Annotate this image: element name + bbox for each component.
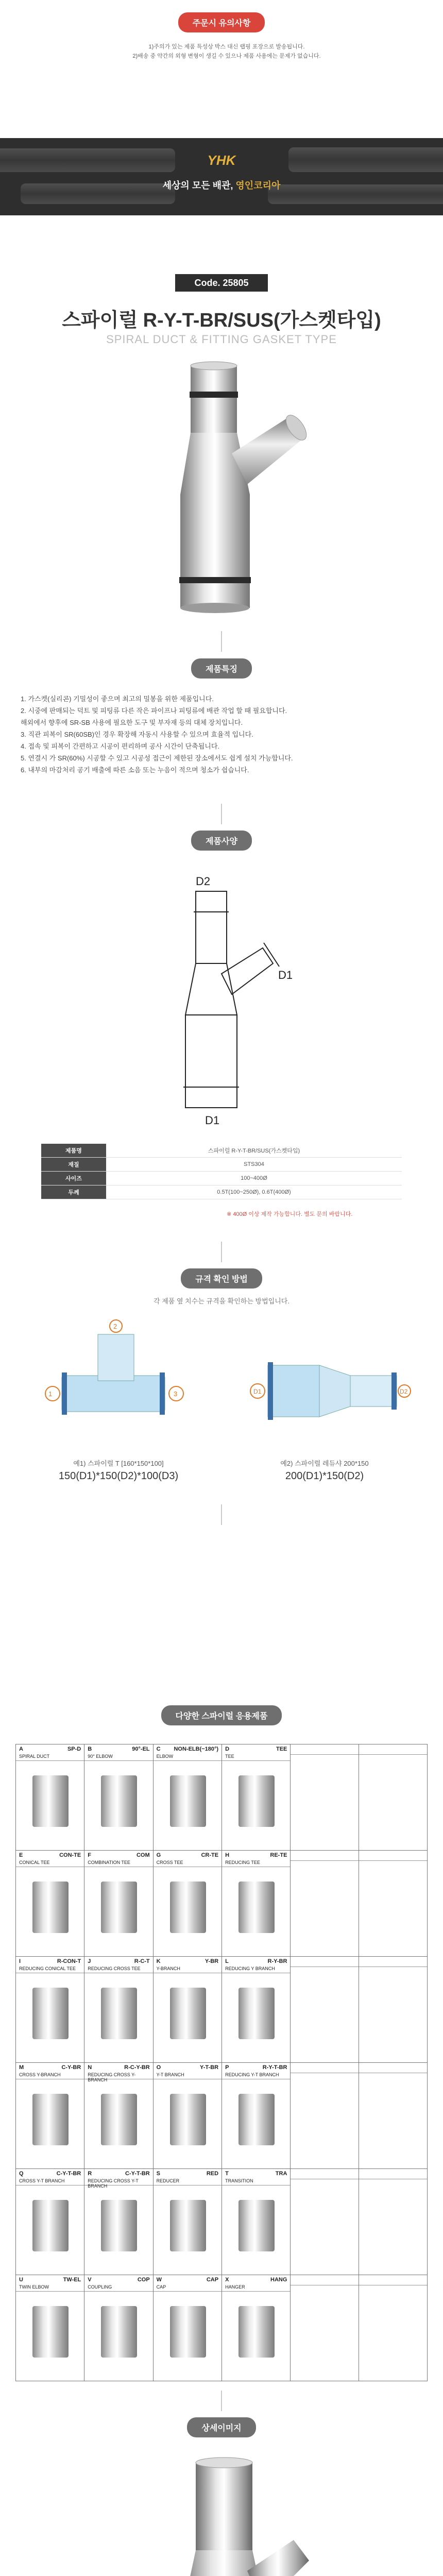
fitting-icon: [101, 1775, 137, 1827]
catalog-cell: [291, 2169, 359, 2275]
label-d1-side: D1: [278, 969, 293, 981]
catalog-code: CAP: [206, 2277, 219, 2283]
divider-line: [221, 1504, 222, 1525]
example1-caption: 예1) 스파이럴 T [160*150*100]: [73, 1460, 164, 1467]
catalog-cell: [84, 2169, 153, 2275]
catalog-name: REDUCING CROSS TEE: [84, 1966, 152, 1973]
catalog-name: [359, 1748, 427, 1755]
catalog-code: NON-ELB(~180°): [174, 1746, 219, 1752]
catalog-letter: O: [156, 2064, 161, 2071]
catalog-letter: X: [225, 2277, 229, 2283]
catalog-code: C-Y-T-BR: [125, 2171, 150, 2177]
feature-item: 1. 가스켓(실리콘) 기밀성이 좋으며 최고의 밀봉을 위한 제품입니다.: [21, 695, 214, 703]
feature-item: 2. 시중에 판매되는 덕트 및 피팅류 다른 작은 파이프나 피팅류에 배관 작업 할 때 필요합니다.: [21, 707, 287, 715]
brand-logo: ΥΗΚ: [207, 152, 236, 168]
notice-line: 1)주의가 있는 제품 특성상 박스 대신 랩핑 포장으로 발송됩니다.: [148, 44, 305, 50]
catalog-cell: [16, 1744, 84, 1851]
fitting-icon: [101, 1882, 137, 1933]
catalog-letter: R: [88, 2171, 92, 2177]
svg-text:2: 2: [113, 1323, 117, 1330]
catalog-row: [16, 2169, 428, 2275]
fitting-icon: [238, 2306, 275, 2358]
feature-item: 해외에서 향후에 SR-SB 사용에 필요한 도구 및 부자재 등의 대체 장치입니다.: [21, 719, 243, 726]
catalog-letter: T: [225, 2171, 229, 2177]
catalog-name: [291, 2066, 359, 2073]
example2-caption: 예2) 스파이럴 레듀샤 200*150: [280, 1460, 369, 1467]
catalog-name: REDUCING CONICAL TEE: [16, 1966, 84, 1973]
feature-item: 5. 연결시 가 SR(60%) 시공할 수 있고 시공성 접근이 제한된 장소에서도 쉽게 설치 가능합니다.: [21, 754, 293, 762]
catalog-name: CONICAL TEE: [16, 1860, 84, 1867]
example2-formula: 200(D1)*150(D2): [285, 1470, 364, 1482]
catalog-code: HANG: [270, 2277, 287, 2283]
fitting-icon: [238, 2200, 275, 2251]
catalog-name: REDUCING Y-T BRANCH: [222, 2072, 290, 2079]
spec-pill: 제품사양: [191, 831, 252, 851]
fitting-icon: [238, 1775, 275, 1827]
fitting-icon: [238, 1882, 275, 1933]
fitting-icon: [101, 1988, 137, 2039]
catalog-letter: L: [225, 1958, 229, 1964]
catalog-cell: [222, 1851, 291, 1957]
sizecheck-desc: 각 제품 옆 치수는 규격을 확인하는 방법입니다.: [154, 1297, 289, 1305]
example-tee-image: [41, 1319, 196, 1443]
catalog-name: TWIN ELBOW: [16, 2284, 84, 2292]
catalog-name: [359, 2172, 427, 2179]
notice-line: 2)배송 중 약간의 외형 변형이 생길 수 있으나 제품 사용에는 문제가 없습니다.: [132, 53, 321, 59]
catalog-code: TEE: [276, 1746, 287, 1752]
catalog-cell: [222, 2063, 291, 2169]
features-list: [21, 693, 422, 776]
catalog-cell: [291, 1957, 359, 2063]
catalog-code: Y-T-BR: [200, 2064, 219, 2071]
catalog-letter: J: [88, 1958, 91, 1964]
fitting-icon: [238, 2094, 275, 2145]
catalog-cell: [84, 1957, 153, 2063]
catalog-cell: [291, 2063, 359, 2169]
catalog-letter: N: [88, 2064, 92, 2071]
catalog-code: RED: [206, 2171, 219, 2177]
fitting-icon: [32, 1882, 69, 1933]
spec-header: [0, 831, 443, 851]
fitting-icon: [170, 2306, 206, 2358]
catalog-row: [16, 2275, 428, 2381]
label-d2: D2: [196, 875, 211, 888]
catalog-name: REDUCER: [154, 2178, 222, 2185]
catalog-letter: A: [19, 1746, 23, 1752]
catalog-name: CROSS TEE: [154, 1860, 222, 1867]
catalog-cell: [16, 2169, 84, 2275]
catalog-code: R-CON-T: [57, 1958, 81, 1964]
catalog-cell: [153, 1851, 222, 1957]
catalog-letter: M: [19, 2064, 24, 2071]
divider-line: [221, 1242, 222, 1262]
catalog-name: [291, 1854, 359, 1861]
fitting-icon: [101, 2200, 137, 2251]
catalog-cell: [291, 2275, 359, 2381]
catalog-name: ELBOW: [154, 1754, 222, 1761]
catalog-cell: [222, 2169, 291, 2275]
catalog-cell: [359, 2063, 428, 2169]
spec-table: [41, 1144, 402, 1199]
catalog-code: R-Y-T-BR: [262, 2064, 287, 2071]
catalog-cell: [153, 1957, 222, 2063]
fitting-icon: [101, 2306, 137, 2358]
catalog-letter: W: [156, 2277, 162, 2283]
catalog-code: SP-D: [67, 1746, 81, 1752]
features-header: [0, 658, 443, 679]
catalog-cell: [153, 2275, 222, 2381]
catalog-letter: F: [88, 1852, 91, 1858]
fitting-icon: [101, 2094, 137, 2145]
catalog-row: [16, 1744, 428, 1851]
catalog-cell: [153, 2169, 222, 2275]
catalog-code: R-C-T: [134, 1958, 150, 1964]
svg-text:3: 3: [174, 1390, 178, 1398]
catalog-name: [291, 2172, 359, 2179]
product-title: 스파이럴 R-Y-T-BR/SUS(가스켓타입): [62, 310, 381, 331]
catalog-name: REDUCING CROSS Y-BRANCH: [84, 2072, 152, 2079]
spec-footnote: ※ 400Ø 이상 제작 가능합니다. 별도 문의 바랍니다.: [227, 1211, 353, 1217]
fitting-icon: [32, 1988, 69, 2039]
catalog-row: [16, 2063, 428, 2169]
example-reducer-image: [247, 1319, 412, 1443]
detail-header: [0, 2417, 443, 2437]
catalog-letter: U: [19, 2277, 23, 2283]
catalog-name: TEE: [222, 1754, 290, 1761]
table-row: 사이즈 100~400Ø: [41, 1172, 402, 1185]
detail-product-photo: [129, 2452, 314, 2576]
catalog-name: COUPLING: [84, 2284, 152, 2292]
catalog-letter: H: [225, 1852, 230, 1858]
catalog-code: C-Y-BR: [61, 2064, 81, 2071]
catalog-cell: [359, 1744, 428, 1851]
catalog-cell: [222, 2275, 291, 2381]
catalog-cell: [16, 1851, 84, 1957]
catalog-name: TRANSITION: [222, 2178, 290, 2185]
detail-pill: 상세이미지: [187, 2417, 255, 2437]
fitting-icon: [32, 1775, 69, 1827]
catalog-cell: [359, 1957, 428, 2063]
catalog-name: [359, 2278, 427, 2285]
example1-formula: 150(D1)*150(D2)*100(D3): [58, 1470, 179, 1482]
fitting-icon: [32, 2306, 69, 2358]
catalog-cell: [222, 1744, 291, 1851]
catalog-code: COM: [136, 1852, 150, 1858]
catalog-letter: S: [156, 2171, 160, 2177]
fitting-icon: [170, 1882, 206, 1933]
catalog-name: [359, 1960, 427, 1967]
catalog-letter: P: [225, 2064, 229, 2071]
catalog-header: [0, 1705, 443, 1725]
catalog-name: 90° ELBOW: [84, 1754, 152, 1761]
catalog-cell: [16, 1957, 84, 2063]
label-d2: D2: [400, 1388, 408, 1395]
sizecheck-pill: 규격 확인 방법: [181, 1268, 262, 1289]
catalog-cell: [16, 2275, 84, 2381]
catalog-cell: [84, 2063, 153, 2169]
slogan-prefix: 세상의 모든 배관,: [162, 180, 233, 191]
catalog-letter: B: [88, 1746, 92, 1752]
brand-slogan: [0, 178, 443, 192]
fitting-icon: [238, 1988, 275, 2039]
sizecheck-header: [0, 1268, 443, 1289]
features-pill: 제품특징: [191, 658, 252, 679]
catalog-name: CAP: [154, 2284, 222, 2292]
fitting-icon: [170, 1988, 206, 2039]
catalog-name: [291, 2278, 359, 2285]
catalog-cell: [16, 2063, 84, 2169]
catalog-name: [291, 1960, 359, 1967]
catalog-name: Y-BRANCH: [154, 1966, 222, 1973]
catalog-name: HANGER: [222, 2284, 290, 2292]
catalog-letter: Q: [19, 2171, 24, 2177]
catalog-code: C-Y-T-BR: [56, 2171, 81, 2177]
catalog-name: REDUCING CROSS Y-T BRANCH: [84, 2178, 152, 2185]
notice-section: [0, 12, 443, 32]
fitting-icon: [170, 2094, 206, 2145]
fitting-icon: [32, 2094, 69, 2145]
table-row: 두께 0.5T(100~250Ø), 0.6T(400Ø): [41, 1185, 402, 1199]
catalog-cell: [291, 1851, 359, 1957]
slogan-brand: 영인코리아: [235, 180, 281, 191]
catalog-name: [291, 1748, 359, 1755]
catalog-letter: I: [19, 1958, 21, 1964]
catalog-name: Y-T BRANCH: [154, 2072, 222, 2079]
catalog-name: CROSS Y-BRANCH: [16, 2072, 84, 2079]
catalog-letter: C: [156, 1746, 161, 1752]
catalog-pill: 다양한 스파이럴 응용제품: [161, 1705, 282, 1725]
divider-line: [221, 631, 222, 652]
catalog-code: CON-TE: [59, 1852, 81, 1858]
product-image: [118, 361, 325, 618]
feature-item: 6. 내부의 마감처리 공기 배출에 따른 소음 또는 누음이 적으며 청소가 쉽습니다.: [21, 766, 249, 774]
fitting-icon: [170, 1775, 206, 1827]
catalog-cell: [153, 1744, 222, 1851]
catalog-grid: [15, 1744, 428, 2381]
catalog-code: RE-TE: [270, 1852, 287, 1858]
feature-item: 4. 접속 및 피복이 간편하고 시공이 편리하며 공사 시간이 단축됩니다.: [21, 742, 220, 750]
catalog-code: 90°-EL: [132, 1746, 150, 1752]
table-row: 제품명 스파이럴 R-Y-T-BR/SUS(가스켓타입): [41, 1144, 402, 1158]
spec-drawing: [144, 871, 299, 1128]
catalog-cell: [359, 1851, 428, 1957]
product-code: Code. 25805: [175, 274, 268, 292]
catalog-code: Y-BR: [205, 1958, 219, 1964]
catalog-name: SPIRAL DUCT: [16, 1754, 84, 1761]
catalog-code: TRA: [275, 2171, 287, 2177]
notice-pill: 주문시 유의사항: [178, 12, 265, 32]
catalog-name: COMBINATION TEE: [84, 1860, 152, 1867]
label-d1: D1: [205, 1114, 220, 1127]
catalog-letter: V: [88, 2277, 92, 2283]
catalog-name: [359, 2066, 427, 2073]
catalog-code: R-C-Y-BR: [124, 2064, 150, 2071]
feature-item: 3. 직관 피복이 SR(60SB)인 경우 확장해 자동시 사용할 수 있으며 효율적 입니다.: [21, 731, 253, 738]
catalog-cell: [291, 1744, 359, 1851]
catalog-cell: [153, 2063, 222, 2169]
catalog-letter: K: [156, 1958, 161, 1964]
divider-line: [221, 804, 222, 824]
catalog-cell: [84, 1851, 153, 1957]
product-subtitle: SPIRAL DUCT & FITTING GASKET TYPE: [106, 333, 337, 346]
catalog-cell: [84, 2275, 153, 2381]
catalog-name: CROSS Y-T BRANCH: [16, 2178, 84, 2185]
label-d1: D1: [253, 1388, 262, 1395]
table-row: 재질 STS304: [41, 1158, 402, 1172]
catalog-cell: [359, 2169, 428, 2275]
fitting-icon: [32, 2200, 69, 2251]
catalog-cell: [84, 1744, 153, 1851]
brand-banner: [0, 138, 443, 215]
fitting-icon: [170, 2200, 206, 2251]
catalog-cell: [359, 2275, 428, 2381]
catalog-row: [16, 1851, 428, 1957]
catalog-code: R-Y-BR: [267, 1958, 287, 1964]
catalog-row: [16, 1957, 428, 2063]
catalog-letter: E: [19, 1852, 23, 1858]
svg-text:1: 1: [48, 1390, 53, 1398]
catalog-cell: [222, 1957, 291, 2063]
notice-text: [93, 42, 361, 61]
catalog-letter: G: [156, 1852, 161, 1858]
catalog-code: COP: [137, 2277, 150, 2283]
catalog-name: REDUCING TEE: [222, 1860, 290, 1867]
catalog-letter: D: [225, 1746, 230, 1752]
catalog-code: TW-EL: [63, 2277, 81, 2283]
divider-line: [221, 2391, 222, 2411]
catalog-code: CR-TE: [201, 1852, 219, 1858]
catalog-name: [359, 1854, 427, 1861]
catalog-name: REDUCING Y BRANCH: [222, 1966, 290, 1973]
